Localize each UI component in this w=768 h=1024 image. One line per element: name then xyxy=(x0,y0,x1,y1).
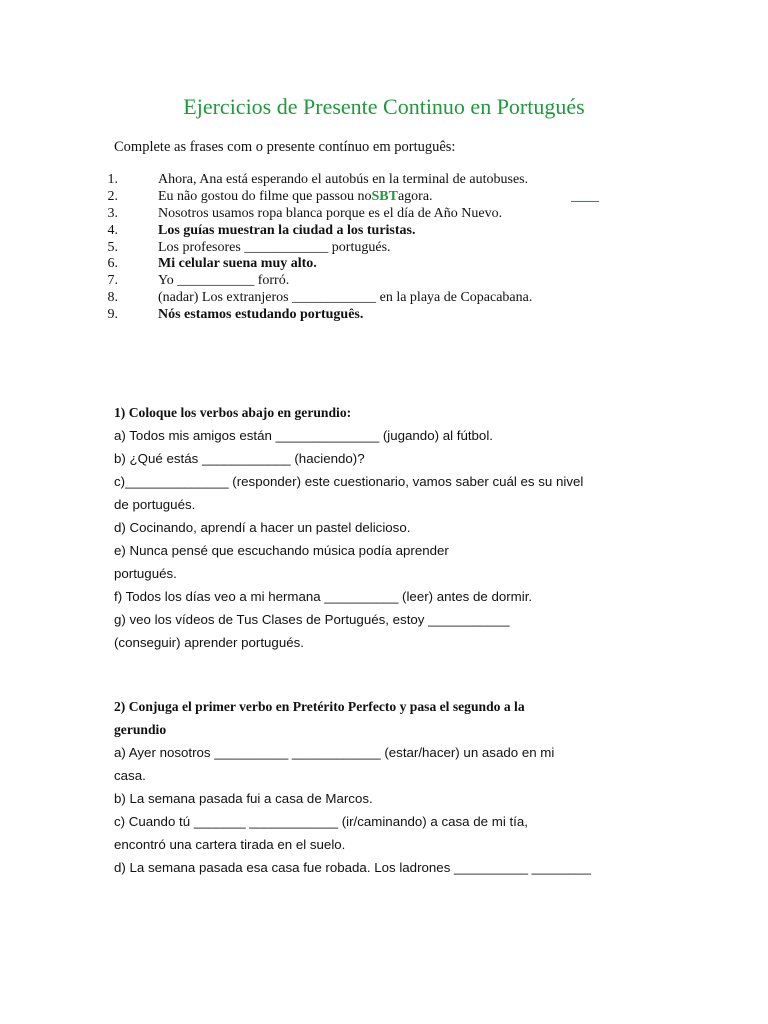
exercise-line: d) Cocinando, aprendí a hacer un pastel delicioso. xyxy=(114,520,411,535)
section-heading-continued: gerundio xyxy=(114,722,167,737)
exercise-line: c)______________ (responder) este cuestionario, vamos saber cuál es su nivel xyxy=(114,474,584,489)
exercise-line: e) Nunca pensé que escuchando música podía aprender xyxy=(114,543,449,558)
exercise-line: c) Cuando tú _______ ____________ (ir/caminando) a casa de mi tía, xyxy=(114,814,528,829)
exercise-line: encontró una cartera tirada en el suelo. xyxy=(114,837,346,852)
exercise-line: g) veo los vídeos de Tus Clases de Portugués, estoy ___________ xyxy=(114,612,510,627)
list-item xyxy=(98,290,618,307)
exercise-section-1 xyxy=(114,401,614,654)
section-heading: 2) Conjuga el primer verbo en Pretérito Perfecto y pasa el segundo a la xyxy=(114,699,525,714)
section-heading: 1) Coloque los verbos abajo en gerundio: xyxy=(114,405,352,420)
list-text-end: agora. xyxy=(397,188,433,204)
exercise-section-2 xyxy=(114,695,614,879)
list-item xyxy=(98,223,618,240)
exercise-list xyxy=(98,172,618,324)
exercise-line: b) ¿Qué estás ____________ (haciendo)? xyxy=(114,451,365,466)
list-number: 1. xyxy=(107,172,118,187)
exercise-line: d) La semana pasada esa casa fue robada. Los ladrones __________ ________ xyxy=(114,860,591,875)
list-text: Nós estamos estudando português. xyxy=(158,307,364,323)
list-number: 8. xyxy=(107,290,118,306)
list-text: Ahora, Ana está esperando el autobús en la terminal de autobuses. xyxy=(158,172,529,187)
exercise-line: a) Todos mis amigos están ______________ (jugando) al fútbol. xyxy=(114,428,493,443)
exercise-line: (conseguir) aprender portugués. xyxy=(114,635,304,650)
list-number: 2. xyxy=(107,188,118,204)
list-number: 9. xyxy=(107,307,118,323)
exercise-line: f) Todos los días veo a mi hermana __________ (leer) antes de dormir. xyxy=(114,589,533,604)
answer-blank-link[interactable]: ____ xyxy=(571,188,599,204)
list-item xyxy=(98,172,618,189)
list-text: (nadar) Los extranjeros ____________ en la playa de Copacabana. xyxy=(158,290,533,306)
list-text: Los guías muestran la ciudad a los turistas. xyxy=(158,222,416,238)
list-number: 5. xyxy=(107,239,118,255)
list-item xyxy=(98,206,618,223)
list-item xyxy=(98,307,618,324)
list-text: Yo ___________ forró. xyxy=(158,273,290,289)
list-text: Los profesores ____________ portugués. xyxy=(158,239,391,255)
list-number: 4. xyxy=(107,222,118,238)
exercise-line: de portugués. xyxy=(114,497,196,512)
list-number: 6. xyxy=(107,256,118,272)
exercise-line: a) Ayer nosotros __________ ____________ (estar/hacer) un asado en mi xyxy=(114,745,555,760)
list-item xyxy=(98,256,618,273)
list-text xyxy=(158,189,433,205)
list-text-start: Eu não gostou do filme que passou no xyxy=(158,188,372,204)
sbt-highlight: SBT xyxy=(371,188,398,204)
list-text: Nosotros usamos ropa blanca porque es el día de Año Nuevo. xyxy=(158,205,503,221)
list-number: 7. xyxy=(107,273,118,289)
list-item xyxy=(98,189,618,206)
exercise-line: b) La semana pasada fui a casa de Marcos. xyxy=(114,791,373,806)
document-title: Ejercicios de Presente Continuo en Portugués xyxy=(183,94,585,119)
list-text: Mi celular suena muy alto. xyxy=(158,256,317,272)
list-number: 3. xyxy=(107,205,118,221)
list-item xyxy=(98,240,618,257)
instructions-text: Complete as frases com o presente contínuo em português: xyxy=(114,139,456,155)
list-item xyxy=(98,273,618,290)
exercise-line: portugués. xyxy=(114,566,177,581)
exercise-line: casa. xyxy=(114,768,146,783)
